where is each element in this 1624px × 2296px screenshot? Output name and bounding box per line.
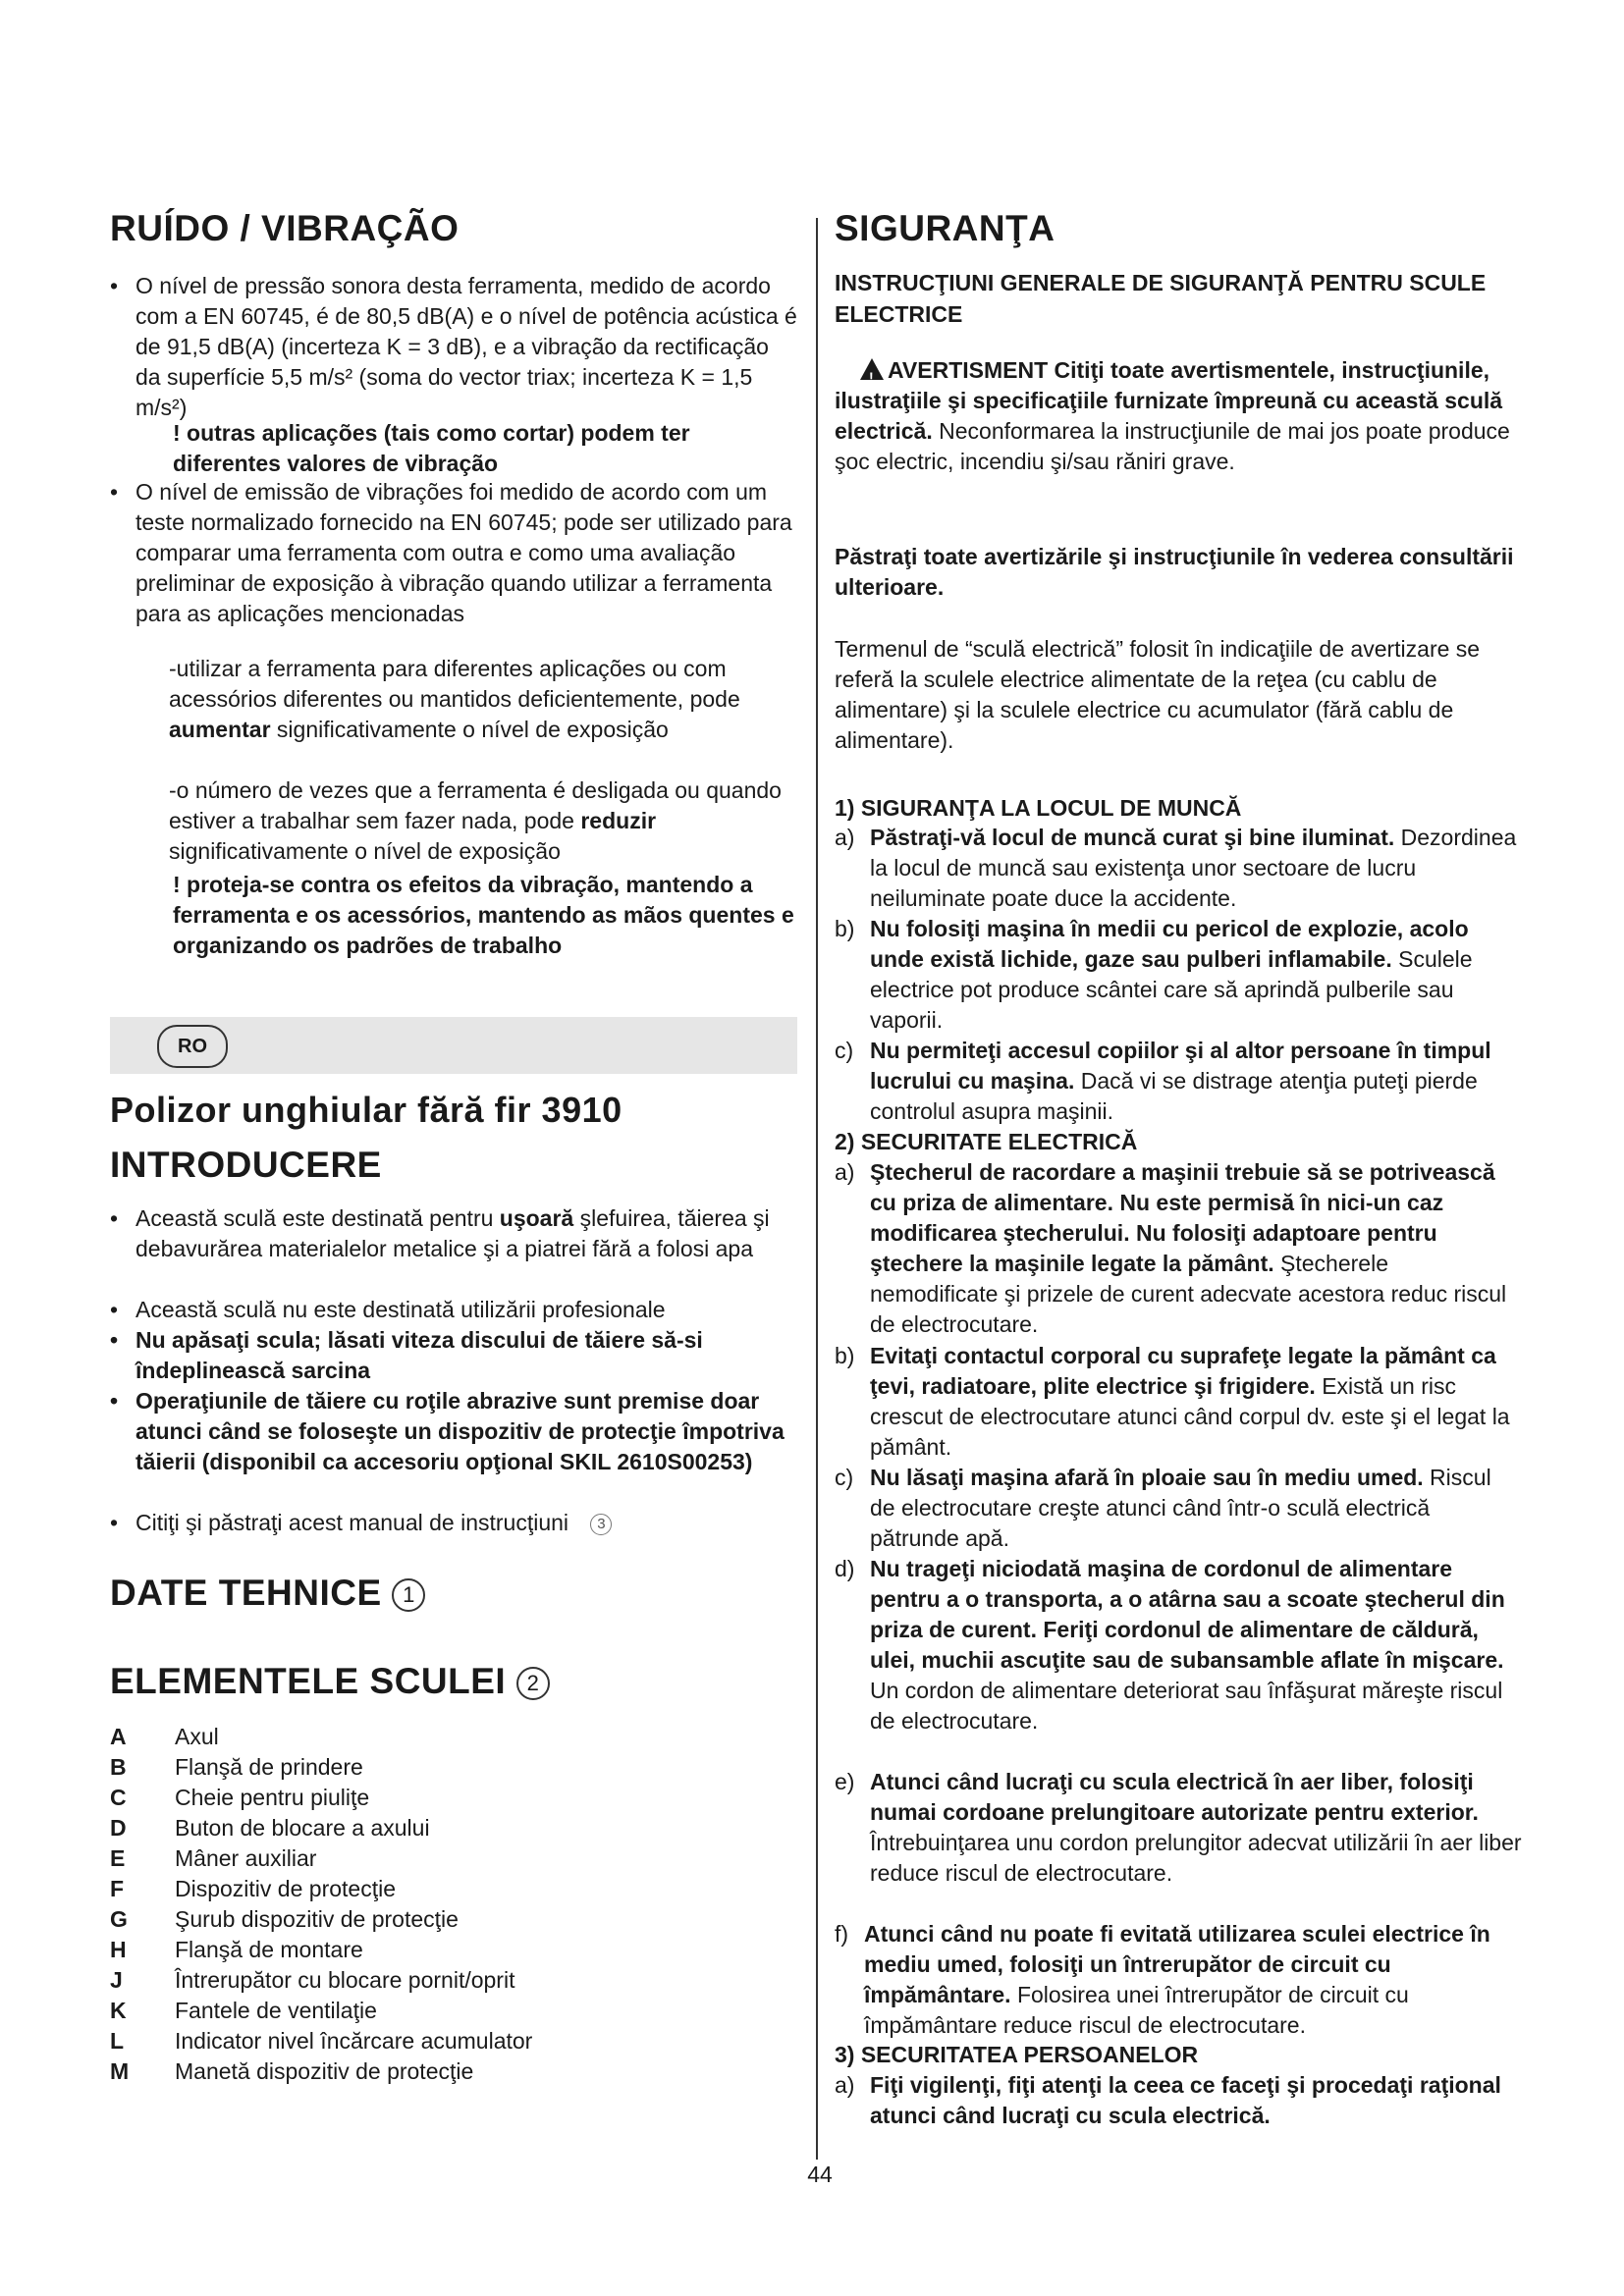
section-2b: b) Evitaţi contactul corporal cu suprafeţe legate la pământ ca ţevi, radiatoare, plite electrice şi frigidere. Există un risc crescut de electrocutare atunci când corpul dv. este şi el legat la pământ. xyxy=(835,1343,1510,1460)
intro-bullet-2: • Această sculă nu este destinată utilizării profesionale xyxy=(110,1297,666,1322)
figure-ref-icon: 3 xyxy=(590,1514,612,1535)
element-letter: A xyxy=(110,1724,127,1749)
instructiuni-heading: INSTRUCŢIUNI GENERALE DE SIGURANŢĂ PENTRU SCULE ELECTRICE xyxy=(835,270,1487,327)
figure-ref-icon: 1 xyxy=(392,1578,425,1612)
section-2c: c) Nu lăsaţi maşina afară în ploaie sau în mediu umed. Riscul de electrocutare creşte atunci când într-o sculă electrică pătrunde apă. xyxy=(835,1465,1491,1551)
element-letter: D xyxy=(110,1815,127,1841)
element-text: Axul xyxy=(175,1724,219,1749)
warning-icon xyxy=(860,358,884,380)
elementele-heading: ELEMENTELE SCULEI 2 xyxy=(110,1661,550,1702)
termenul-paragraph: Termenul de “sculă electrică” folosit în indicaţiile de avertizare se referă la sculele electrice alimentate de la reţea (cu cablu de alimentare) şi la sculele electrice cu acumulator (fără cablu de alimentare). xyxy=(835,636,1481,753)
element-item xyxy=(110,1874,797,1904)
element-item xyxy=(110,1965,797,1996)
pastrati-paragraph: Păstraţi toate avertizările şi instrucţiunile în vederea consultării ulterioare. xyxy=(835,544,1514,600)
element-item xyxy=(110,1904,797,1935)
element-letter: J xyxy=(110,1967,123,1993)
section-1-heading: 1) SIGURANŢA LA LOCUL DE MUNCĂ xyxy=(835,795,1242,821)
section-3-heading: 3) SECURITATEA PERSOANELOR xyxy=(835,2042,1199,2067)
element-letter: C xyxy=(110,1785,127,1810)
element-item xyxy=(110,1752,797,1783)
section-2-heading: 2) SECURITATE ELECTRICĂ xyxy=(835,1129,1138,1154)
intro-bullet-3: • Nu apăsaţi scula; lăsati viteza discului de tăiere să-si îndeplinească sarcina xyxy=(110,1327,703,1383)
section-2a: a) Ştecherul de racordare a maşinii trebuie să se potrivească cu priza de alimentare. Nu este permisă în nici-un caz modificarea ştecherului. Nu folosiţi adaptoare pentru ştechere la maşinile legate la pământ. Ştecherele nemodificate şi prizele de curent adecvate acestora reduc riscul de electrocutare. xyxy=(835,1159,1507,1337)
element-item xyxy=(110,1783,797,1813)
element-item xyxy=(110,2056,797,2087)
avertisment-paragraph: !AVERTISMENT Citiţi toate avertismentele, instrucţiunile, ilustraţiile şi specificaţiile furnizate împreună cu această sculă electrică. Neconformarea la instrucţiunile de mai jos poate produce şoc electric, incendiu şi/sau răniri grave. xyxy=(835,355,1522,477)
ruido-note-2: ! proteja-se contra os efeitos da vibração, mantendo a ferramenta e os acessórios, mantendo as mãos quentes e organizando os padrões de trabalho xyxy=(173,872,794,958)
element-text: Indicator nivel încărcare acumulator xyxy=(175,2028,533,2054)
siguranta-heading: SIGURANŢA xyxy=(835,208,1056,248)
section-1c: c) Nu permiteţi accesul copiilor şi al altor persoane în timpul lucrului cu maşina. Dacă vi se distrage atenţia puteţi pierde controlul asupra maşinii. xyxy=(835,1038,1491,1124)
ruido-bullet-1: • O nível de pressão sonora desta ferramenta, medido de acordo com a EN 60745, é de 80,5 dB(A) e o nível de potência acústica é de 91,5 dB(A) (incerteza K = 3 dB), e a vibração da rectificação da superfície 5,5 m/s² (soma do vector triax; incerteza K = 1,5 m/s²) xyxy=(110,273,797,420)
element-letter: H xyxy=(110,1937,127,1962)
element-item xyxy=(110,1935,797,1965)
element-item xyxy=(110,1996,797,2026)
element-text: Mâner auxiliar xyxy=(175,1845,317,1871)
element-letter: L xyxy=(110,2028,125,2054)
element-item xyxy=(110,2026,797,2056)
section-2d: d) Nu trageţi niciodată maşina de cordonul de alimentare pentru a o transporta, a o atârna sau a scoate ştecherul din priza de curent. Feriţi cordonul de alimentare de căldură, ulei, muchii ascuţite sau de subansamble aflate în mişcare. Un cordon de alimentare deteriorat sau înfăşurat măreşte riscul de electrocutare. xyxy=(835,1556,1505,1734)
figure-ref-icon: 2 xyxy=(516,1667,550,1700)
product-title: Polizor unghiular fără fir 3910 xyxy=(110,1090,623,1130)
column-divider xyxy=(816,218,818,2160)
element-text: Flanşă de montare xyxy=(175,1937,363,1962)
section-1b: b) Nu folosiţi maşina în medii cu pericol de explozie, acolo unde există lichide, gaze sau pulberi inflamabile. Sculele electrice pot produce scântei care să aprindă pulberile sau vaporii. xyxy=(835,916,1473,1033)
element-text: Manetă dispozitiv de protecţie xyxy=(175,2058,474,2084)
ruido-heading: RUÍDO / VIBRAÇÃO xyxy=(110,208,460,248)
element-text: Cheie pentru piuliţe xyxy=(175,1785,370,1810)
section-2f: f) Atunci când nu poate fi evitată utilizarea sculei electrice în mediu umed, folosiţi un întrerupător de circuit cu împământare. Folosirea unei întrerupător de circuit cu împământare reduce riscul de electrocutare. xyxy=(835,1921,1490,2038)
section-3a: a) Fiţi vigilenţi, fiţi atenţi la ceea ce faceţi şi procedaţi raţional atunci când lucraţi cu scula electrică. xyxy=(835,2072,1501,2128)
element-item xyxy=(110,1722,797,1752)
ruido-note-1: ! outras aplicações (tais como cortar) podem ter diferentes valores de vibração xyxy=(173,420,690,476)
element-text: Şurub dispozitiv de protecţie xyxy=(175,1906,459,1932)
element-text: Întrerupător cu blocare pornit/oprit xyxy=(175,1967,515,1993)
element-letter: F xyxy=(110,1876,125,1901)
section-1a: a) Păstraţi-vă locul de muncă curat şi bine iluminat. Dezordinea la locul de muncă sau existenţa unor sectoare de lucru neiluminate poate duce la accidente. xyxy=(835,825,1517,911)
language-band xyxy=(110,1017,797,1074)
intro-bullet-4: • Operaţiunile de tăiere cu roţile abrazive sunt premise doar atunci când se foloseşte un dispozitiv de protecţie împotriva tăierii (disponibil ca accesoriu opţional SKIL 2610S00253) xyxy=(110,1388,785,1474)
element-item xyxy=(110,1843,797,1874)
element-letter: K xyxy=(110,1998,127,2023)
element-letter: B xyxy=(110,1754,127,1780)
intro-bullet-5: • Citiţi şi păstraţi acest manual de instrucţiuni 3 xyxy=(110,1508,797,1538)
element-letter: E xyxy=(110,1845,126,1871)
intro-heading: INTRODUCERE xyxy=(110,1145,382,1185)
ruido-sub-2: -o número de vezes que a ferramenta é desligada ou quando estiver a trabalhar sem fazer nada, pode reduzir significativamente o nível de exposição xyxy=(169,777,782,864)
ruido-sub-1: -utilizar a ferramenta para diferentes aplicações ou com acessórios diferentes ou mantidos deficientemente, pode aumentar significativamente o nível de exposição xyxy=(169,656,740,742)
element-letter: M xyxy=(110,2058,130,2084)
element-item xyxy=(110,1813,797,1843)
element-text: Flanşă de prindere xyxy=(175,1754,363,1780)
intro-bullet-1: • Această sculă este destinată pentru uşoară şlefuirea, tăierea şi debavurărea materialelor metalice şi a piatrei fără a folosi apa xyxy=(110,1205,770,1261)
element-text: Buton de blocare a axului xyxy=(175,1815,430,1841)
ruido-bullet-2: • O nível de emissão de vibrações foi medido de acordo com um teste normalizado fornecido na EN 60745; pode ser utilizado para comparar uma ferramenta com outra e como uma avaliação preliminar de exposição à vibração quando utilizar a ferramenta para as aplicações mencionadas xyxy=(110,479,792,626)
section-2e: e) Atunci când lucraţi cu scula electrică în aer liber, folosiţi numai cordoane prelungitoare autorizate pentru exterior. Întrebuinţarea unu cordon prelungitor adecvat utilizării în aer liber reduce riscul de electrocutare. xyxy=(835,1769,1522,1886)
page-number: 44 xyxy=(807,2162,833,2187)
element-text: Dispozitiv de protecţie xyxy=(175,1876,396,1901)
element-text: Fantele de ventilaţie xyxy=(175,1998,377,2023)
language-badge: RO xyxy=(157,1025,228,1068)
element-letter: G xyxy=(110,1906,128,1932)
date-tehnice-heading: DATE TEHNICE 1 xyxy=(110,1573,425,1614)
